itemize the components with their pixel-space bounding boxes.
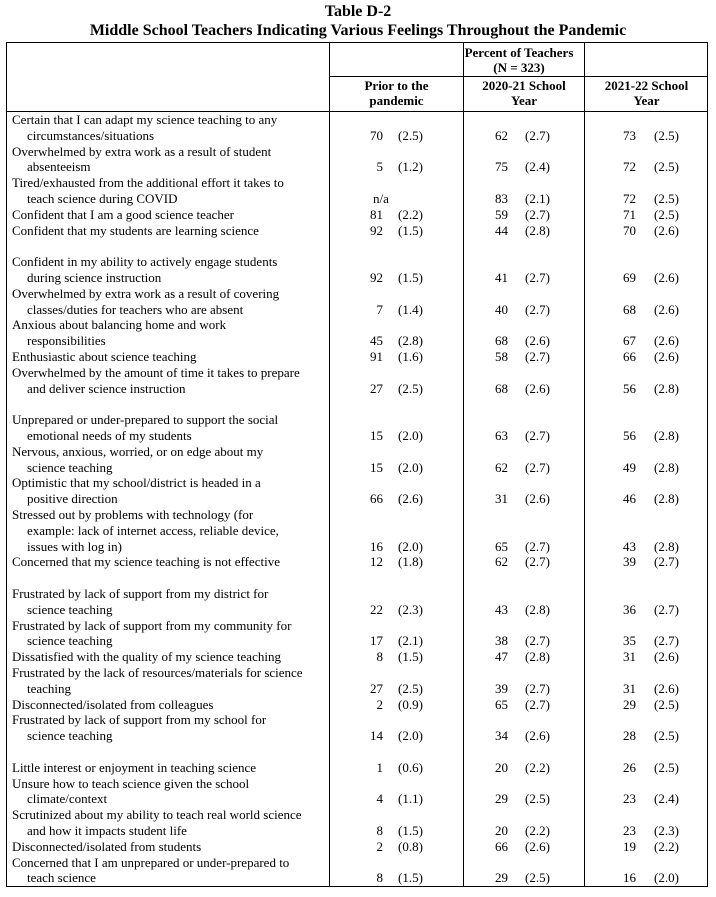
percent-value: 8: [376, 823, 383, 838]
standard-error: (2.6): [525, 728, 550, 744]
percent-value: 36: [623, 601, 636, 617]
percent-value: 81: [370, 206, 383, 222]
row-label-line: Little interest or enjoyment in teaching science: [12, 759, 257, 775]
row-label-continuation: positive direction: [27, 491, 118, 507]
row-label-continuation: emotional needs of my students: [27, 427, 192, 443]
standard-error: (2.8): [654, 380, 679, 396]
percent-value: 8: [376, 649, 383, 665]
standard-error: (2.1): [398, 633, 423, 649]
percent-value: 5: [376, 159, 383, 175]
percent-value: 17: [370, 633, 383, 649]
row-label-continuation: and how it impacts student life: [27, 822, 187, 838]
percent-value: 91: [370, 349, 383, 364]
standard-error: (2.6): [398, 491, 423, 507]
percent-value: 69: [623, 270, 636, 285]
percent-value: 70: [370, 127, 383, 143]
row-label-continuation: issues with log in): [27, 538, 122, 554]
row-label-continuation: climate/context: [27, 791, 108, 807]
standard-error: (1.8): [398, 554, 423, 570]
percent-value: 27: [370, 680, 383, 696]
percent-value: 7: [376, 301, 383, 317]
percent-value: 22: [370, 601, 383, 617]
standard-error: (1.5): [398, 823, 423, 838]
row-label-line: Anxious about balancing home and work: [12, 317, 227, 333]
standard-error: (2.8): [654, 428, 679, 443]
standard-error: (2.7): [654, 601, 679, 617]
standard-error: (0.8): [398, 838, 423, 854]
percent-value: 66: [370, 491, 383, 507]
row-label-continuation: and deliver science instruction: [27, 380, 186, 396]
row-label-line: Enthusiastic about science teaching: [12, 349, 197, 364]
percent-value: 47: [495, 649, 508, 665]
percent-value: 34: [495, 728, 508, 744]
percent-value: 83: [495, 191, 508, 206]
row-label-line: Unsure how to teach science given the school: [12, 775, 250, 791]
percent-value: 19: [623, 838, 636, 854]
percent-value: 68: [495, 333, 508, 349]
standard-error: (2.5): [654, 159, 679, 175]
percent-value: 14: [370, 728, 383, 744]
standard-error: (2.2): [398, 206, 423, 222]
percent-value: 35: [623, 633, 636, 649]
standard-error: (1.5): [398, 649, 423, 665]
percent-value: 16: [623, 870, 636, 886]
percent-value: 68: [495, 380, 508, 396]
standard-error: (2.7): [525, 680, 550, 696]
percent-value: 66: [495, 838, 508, 854]
row-label: [12, 712, 330, 744]
standard-error: (2.7): [525, 459, 550, 475]
row-label-line: Overwhelmed by extra work as a result of student: [12, 143, 272, 159]
percent-value: 2: [376, 838, 383, 854]
row-label-line: Optimistic that my school/district is headed in a: [12, 475, 261, 491]
row-label-line: Confident in my ability to actively engage students: [12, 254, 278, 270]
standard-error: (2.5): [654, 728, 679, 744]
standard-error: (2.0): [398, 459, 423, 475]
percent-value: 45: [370, 333, 383, 349]
percent-value: 59: [495, 206, 508, 222]
row-label-line: Concerned that my science teaching is not effective: [12, 554, 280, 570]
standard-error: (2.7): [525, 554, 550, 570]
standard-error: (2.3): [654, 823, 679, 838]
standard-error: (2.7): [525, 349, 550, 364]
row-label-line: Overwhelmed by the amount of time it takes to prepare: [12, 364, 300, 380]
row-label-line: Concerned that I am unprepared or under-prepared to: [12, 854, 290, 870]
row-label-line: Frustrated by lack of support from my school for: [12, 712, 267, 728]
row-label-continuation: classes/duties for teachers who are absent: [27, 301, 244, 317]
percent-value: 31: [623, 649, 636, 665]
percent-value: 65: [495, 538, 508, 554]
row-label: [12, 807, 330, 839]
percent-value: 20: [495, 823, 508, 838]
percent-value: 62: [495, 127, 508, 143]
row-label: [12, 286, 330, 318]
percent-value: 43: [495, 601, 508, 617]
percent-value: 41: [495, 270, 508, 285]
row-label-line: Disconnected/isolated from students: [12, 838, 202, 854]
row-label-continuation: science teaching: [27, 601, 113, 617]
standard-error: (2.7): [525, 538, 550, 554]
standard-error: (2.7): [525, 301, 550, 317]
percent-value: n/a: [373, 191, 389, 206]
row-label: [12, 618, 330, 650]
standard-error: (2.6): [525, 491, 550, 507]
row-label: [12, 586, 330, 618]
row-label-line: Frustrated by lack of support from my community for: [12, 617, 292, 633]
row-label-continuation: science teaching: [27, 728, 113, 744]
row-label-line: Nervous, anxious, worried, or on edge about my: [12, 443, 264, 459]
standard-error: (1.1): [398, 791, 423, 807]
percent-value: 39: [623, 554, 636, 570]
standard-error: (1.2): [398, 159, 423, 175]
row-label-continuation: science teaching: [27, 633, 113, 649]
percent-value: 1: [376, 759, 383, 775]
row-label-line: Certain that I can adapt my science teaching to any: [12, 112, 278, 127]
standard-error: (2.7): [654, 554, 679, 570]
standard-error: (2.3): [398, 601, 423, 617]
standard-error: (2.5): [398, 380, 423, 396]
row-label-line: Tired/exhausted from the additional effort it takes to: [12, 175, 284, 191]
row-label: [12, 444, 330, 476]
table-title: Middle School Teachers Indicating Various Feelings Throughout the Pandemic: [89, 22, 627, 39]
percent-value: 29: [495, 791, 508, 807]
row-label-line: Scrutinized about my ability to teach real world science: [12, 807, 302, 823]
row-label-continuation: absenteeism: [27, 159, 91, 175]
percent-value: 16: [370, 538, 383, 554]
standard-error: (2.0): [654, 870, 679, 886]
row-label: [12, 665, 330, 697]
standard-error: (1.5): [398, 270, 423, 285]
percent-value: 39: [495, 680, 508, 696]
percent-value: 8: [376, 870, 383, 886]
standard-error: (1.4): [398, 301, 423, 317]
row-label: [12, 207, 330, 223]
percent-value: 56: [623, 380, 636, 396]
column-header-2020-21: 2020-21 School Year: [482, 78, 566, 108]
standard-error: (2.8): [525, 649, 550, 665]
standard-error: (2.7): [654, 633, 679, 649]
percent-value: 23: [623, 791, 636, 807]
percent-value: 23: [623, 823, 636, 838]
percent-value: 31: [623, 680, 636, 696]
standard-error: (2.6): [525, 333, 550, 349]
standard-error: (2.5): [525, 791, 550, 807]
standard-error: (2.8): [525, 222, 550, 238]
standard-error: (1.5): [398, 870, 423, 886]
standard-error: (2.5): [654, 759, 679, 775]
standard-error: (2.8): [654, 491, 679, 507]
standard-error: (2.0): [398, 728, 423, 744]
standard-error: (2.4): [525, 159, 550, 175]
row-label: [12, 254, 330, 286]
row-label: [12, 475, 330, 507]
standard-error: (2.5): [398, 127, 423, 143]
standard-error: (0.6): [398, 759, 423, 775]
percent-value: 29: [623, 696, 636, 712]
row-label: [12, 412, 330, 444]
standard-error: (2.6): [654, 333, 679, 349]
row-label: [12, 112, 330, 144]
standard-error: (2.6): [654, 222, 679, 238]
percent-value: 28: [623, 728, 636, 744]
row-label: [12, 855, 330, 887]
percent-value: 40: [495, 301, 508, 317]
standard-error: (2.6): [654, 649, 679, 665]
row-label-line: Disconnected/isolated from colleagues: [12, 696, 214, 712]
percent-value: 72: [623, 159, 636, 175]
percent-value: 15: [370, 428, 383, 443]
row-label-continuation: during science instruction: [27, 269, 162, 285]
percent-value: 72: [623, 191, 636, 206]
standard-error: (2.6): [654, 301, 679, 317]
row-label: [12, 649, 330, 665]
percent-value: 67: [623, 333, 636, 349]
percent-value: 58: [495, 349, 508, 364]
standard-error: (2.2): [654, 838, 679, 854]
percent-value: 12: [370, 554, 383, 570]
percent-value: 66: [623, 349, 636, 364]
standard-error: (2.5): [654, 696, 679, 712]
standard-error: (2.7): [525, 428, 550, 443]
row-label-line: Overwhelmed by extra work as a result of covering: [12, 285, 280, 301]
percent-value: 2: [376, 696, 383, 712]
percent-value: 62: [495, 554, 508, 570]
percent-value: 70: [623, 222, 636, 238]
standard-error: (2.5): [654, 191, 679, 206]
row-label-line: Frustrated by the lack of resources/materials for science: [12, 665, 303, 680]
percent-value: 63: [495, 428, 508, 443]
percent-value: 92: [370, 270, 383, 285]
column-header-2021-22: 2021-22 School Year: [604, 78, 689, 108]
percent-value: 38: [495, 633, 508, 649]
percent-value: 71: [623, 206, 636, 222]
row-label-continuation: teach science during COVID: [27, 190, 178, 206]
standard-error: (2.6): [525, 380, 550, 396]
standard-error: (2.7): [525, 127, 550, 143]
row-label-line: Stressed out by problems with technology (for: [12, 507, 254, 522]
row-label-line: Unprepared or under-prepared to support the social: [12, 412, 279, 428]
row-label-continuation: science teaching: [27, 459, 113, 475]
row-label-continuation: teaching: [27, 680, 72, 696]
percent-value: 68: [623, 301, 636, 317]
standard-error: (2.5): [525, 870, 550, 886]
row-label: [12, 175, 330, 207]
row-label-line: Frustrated by lack of support from my district for: [12, 586, 269, 601]
percent-value: 46: [623, 491, 636, 507]
standard-error: (2.5): [398, 680, 423, 696]
row-label: [12, 776, 330, 808]
row-label: [12, 223, 330, 239]
percent-value: 65: [495, 696, 508, 712]
standard-error: (2.0): [398, 538, 423, 554]
row-label: [12, 144, 330, 176]
standard-error: (0.9): [398, 696, 423, 712]
percent-value: 75: [495, 159, 508, 175]
percent-value: 92: [370, 222, 383, 238]
row-label-continuation: responsibilities: [27, 333, 106, 349]
percent-value: 26: [623, 759, 636, 775]
standard-error: (2.0): [398, 428, 423, 443]
standard-error: (2.8): [525, 601, 550, 617]
standard-error: (1.5): [398, 222, 423, 238]
percent-value: 27: [370, 380, 383, 396]
standard-error: (2.8): [398, 333, 423, 349]
row-label: [12, 554, 330, 570]
row-label: [12, 507, 330, 554]
standard-error: (2.2): [525, 759, 550, 775]
standard-error: (2.5): [654, 206, 679, 222]
column-header-prior: Prior to the pandemic: [364, 78, 429, 108]
standard-error: (2.6): [654, 680, 679, 696]
row-label-continuation: teach science: [27, 870, 96, 886]
standard-error: (2.6): [654, 270, 679, 285]
percent-value: 31: [495, 491, 508, 507]
row-label: [12, 365, 330, 397]
percent-value: 62: [495, 459, 508, 475]
row-label-continuation: circumstances/situations: [27, 127, 155, 143]
percent-value: 56: [623, 428, 636, 443]
percent-value: 49: [623, 459, 636, 475]
percent-value: 44: [495, 222, 508, 238]
group-header-label: Percent of Teachers: [464, 45, 574, 60]
standard-error: (2.8): [654, 538, 679, 554]
group-header-n: (N = 323): [493, 60, 545, 75]
standard-error: (2.7): [525, 633, 550, 649]
row-label-continuation: example: lack of internet access, reliable device,: [27, 522, 279, 538]
row-label: [12, 839, 330, 855]
row-label-line: Confident that I am a good science teacher: [12, 206, 234, 222]
percent-value: 20: [495, 759, 508, 775]
row-label-line: Dissatisfied with the quality of my science teaching: [12, 649, 281, 665]
row-label: [12, 349, 330, 365]
standard-error: (2.6): [654, 349, 679, 364]
standard-error: (2.4): [654, 791, 679, 807]
percent-value: 4: [376, 791, 383, 807]
row-label: [12, 317, 330, 349]
standard-error: (2.1): [525, 191, 550, 206]
row-label: [12, 760, 330, 776]
standard-error: (2.6): [525, 838, 550, 854]
standard-error: (2.2): [525, 823, 550, 838]
percent-value: 15: [370, 459, 383, 475]
percent-value: 73: [623, 127, 636, 143]
standard-error: (2.7): [525, 696, 550, 712]
standard-error: (2.5): [654, 127, 679, 143]
standard-error: (2.7): [525, 270, 550, 285]
standard-error: (2.8): [654, 459, 679, 475]
table-number: Table D-2: [324, 3, 392, 20]
row-label-line: Confident that my students are learning science: [12, 222, 259, 238]
standard-error: (1.6): [398, 349, 423, 364]
standard-error: (2.7): [525, 206, 550, 222]
percent-value: 29: [495, 870, 508, 886]
row-label: [12, 697, 330, 713]
percent-value: 43: [623, 538, 636, 554]
